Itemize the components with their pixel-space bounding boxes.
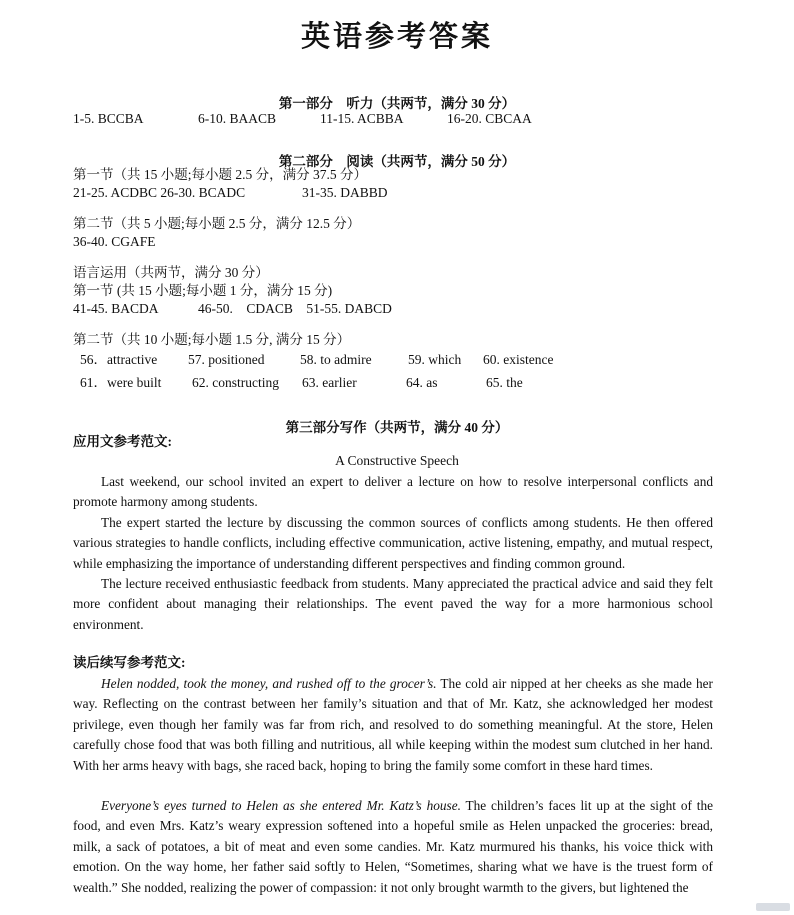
answer-group: 11-15. ACBBA: [320, 111, 404, 126]
essay-paragraph: The expert started the lecture by discussing the common sources of conflicts among students. He then offered various strategies to handle conflicts, including effective communication, active listening, empathy, and mutual respect, while emphasizing the importance of understanding different perspectives and finding common ground.: [73, 515, 713, 571]
section-note: 第一节 (共 15 小题;每小题 1 分，满分 15 分): [73, 283, 333, 298]
answer-group: 41-45. BACDA: [73, 301, 159, 316]
answer-group: 46-50. CDACB 51-55. DABCD: [198, 301, 392, 316]
fill-answer: 63. earlier: [302, 375, 357, 390]
story-lead-sentence: Everyone’s eyes turned to Helen as she entered Mr. Katz’s house.: [101, 798, 461, 813]
answer-group: 1-5. BCCBA: [73, 111, 144, 126]
applied-writing-label: 应用文参考范文:: [73, 434, 172, 449]
section-note: 第一节（共 15 小题;每小题 2.5 分，满分 37.5 分）: [73, 167, 368, 182]
fill-answer: 65. the: [486, 375, 523, 390]
fill-answer: 56．attractive: [80, 352, 158, 367]
story-body: The cold air nipped at her cheeks as she made her way. Reflecting on the contrast between her family’s situation and that of Mr. Katz, she acknowledged her modest privilege, even though her family was far from rich, and resolved to do something meaningful. At the store, Helen carefully chose food that was both filling and nutritious, all while keeping within the modest sum clutched in her hand. With her arms heavy with bags, she raced back, hoping to bring the family some comfort in these hard times.: [73, 676, 713, 773]
essay-paragraph: Last weekend, our school invited an expert to deliver a lecture on how to resolve interpersonal conflicts and promote harmony among students.: [73, 474, 713, 510]
watermark-logo: [756, 903, 790, 911]
fill-answer: 59. which: [408, 352, 462, 367]
story-paragraph: [73, 796, 713, 898]
story-body: The children’s faces lit up at the sight of the food, and even Mrs. Katz’s weary expression softened into a hopeful smile as Helen unpacked the groceries: bread, milk, a sack of potatoes, a bit of meat and even some candies. Mr. Katz murmured his thanks, his voice thick with emotion. On the way home, her father said softly to Helen, “Sometimes, sharing what we have is the truest form of wealth.” She nodded, realizing the power of compassion: it not only brought warmth to the givers, but lightened the: [73, 798, 713, 895]
fill-answer: 62. constructing: [192, 375, 279, 390]
part2-heading: 第二部分 阅读（共两节，满分 50 分）: [278, 154, 516, 169]
section-note: 第二节（共 5 小题;每小题 2.5 分，满分 12.5 分）: [73, 216, 361, 231]
answer-group: 16-20. CBCAA: [447, 111, 532, 126]
essay-title: A Constructive Speech: [335, 453, 459, 468]
fill-answer: 61．were built: [80, 375, 162, 390]
answer-group: 36-40. CGAFE: [73, 234, 156, 249]
continuation-writing-label: 读后续写参考范文:: [73, 655, 186, 670]
answer-group: 21-25. ACDBC 26-30. BCADC: [73, 185, 246, 200]
language-use-heading: 语言运用（共两节，满分 30 分）: [73, 265, 269, 280]
essay-paragraph: The lecture received enthusiastic feedback from students. Many appreciated the practical advice and said they felt more confident about managing their relationships. The event paved the way for a more harmonious school environment.: [73, 576, 713, 632]
page-title: 英语参考答案: [300, 21, 493, 53]
fill-answer: 57. positioned: [188, 352, 265, 367]
answer-group: 31-35. DABBD: [302, 185, 388, 200]
fill-answer: 64. as: [406, 375, 438, 390]
fill-answer: 60. existence: [483, 352, 554, 367]
part1-heading: 第一部分 听力（共两节，满分 30 分）: [278, 96, 516, 111]
story-paragraph: [73, 674, 713, 776]
fill-answer: 58. to admire: [300, 352, 372, 367]
answer-group: 6-10. BAACB: [198, 111, 277, 126]
story-lead-sentence: Helen nodded, took the money, and rushed off to the grocer’s.: [101, 676, 437, 691]
section-note: 第二节（共 10 小题;每小题 1.5 分, 满分 15 分）: [73, 332, 351, 347]
part3-heading: 第三部分写作（共两节，满分 40 分）: [285, 420, 509, 435]
